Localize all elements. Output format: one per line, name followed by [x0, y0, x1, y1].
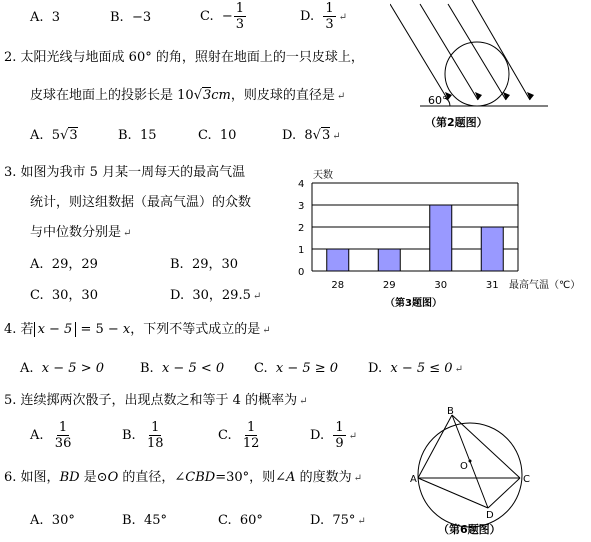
y-tick-label: 1: [298, 245, 305, 256]
q4-stem: 4. 若 x − 5 = 5 − x，下列不等式成立的是 ↵: [4, 322, 271, 337]
sun-ray: [390, 4, 448, 100]
circle-o: [418, 423, 522, 527]
figure-caption: （第2题图）: [425, 116, 488, 129]
q6-option-b: B. 45°: [122, 513, 167, 528]
q2-figure: [390, 0, 570, 135]
q3-bar-chart: [290, 165, 590, 310]
q5-option-a: A. $\frac{1}{36}$: [30, 420, 72, 451]
center-point: [469, 460, 472, 463]
y-tick-label: 3: [298, 201, 305, 212]
fraction: $\frac{1}{3}$: [325, 1, 334, 32]
label-a: A: [410, 474, 417, 485]
chart-bars: [327, 205, 504, 271]
bar-29: [378, 249, 400, 271]
q3-line3: 与中位数分别是 ↵: [30, 225, 132, 240]
q3-option-a: A. 29，29: [30, 257, 98, 272]
y-tick-label: 4: [298, 179, 305, 190]
q5-option-d: D. $\frac{1}{9}$ ↵: [310, 420, 358, 451]
q2-option-b: B. 15: [118, 128, 157, 143]
x-tick-label: 29: [382, 280, 396, 291]
q4-option-d: D. x − 5 ≤ 0 ↵: [368, 361, 463, 376]
bar-31: [481, 227, 503, 271]
q3-option-d: D. 30，29.5 ↵: [170, 288, 262, 303]
q1-option-c: C. − $\frac{1}{3}$: [200, 1, 245, 32]
q1-option-d: D. $\frac{1}{3}$ ↵: [300, 1, 348, 32]
x-tick-label: 28: [331, 280, 345, 291]
q6-stem: 6. 如图，BD 是⊙O 的直径，∠CBD=30°，则∠A 的度数为 ↵: [4, 470, 362, 485]
q6-option-a: A. 30°: [30, 513, 75, 528]
q4-option-c: C. x − 5 ≥ 0: [254, 361, 339, 376]
x-tick-label: 31: [485, 280, 499, 291]
q2-line2: 皮球在地面上的投影长是 10√3cm，则皮球的直径是 ↵: [30, 88, 346, 103]
x-tick-label: 30: [434, 280, 448, 291]
label-c: C: [523, 474, 530, 485]
angle-label: 60°: [428, 94, 448, 107]
q5-option-b: B. $\frac{1}{18}$: [122, 420, 164, 451]
label-o: O: [460, 461, 468, 472]
figure-caption: （第6题图）: [438, 523, 501, 536]
chart-caption: （第3题图）: [385, 298, 442, 309]
q3-line1: 3. 如图为我市 5 月某一周每天的最高气温: [4, 165, 246, 180]
y-axis-label: 天数: [313, 170, 333, 181]
fraction: $\frac{1}{3}$: [235, 1, 245, 32]
label-b: B: [447, 406, 454, 417]
q1-option-a: A. 3: [30, 10, 61, 25]
segment-ba: [418, 415, 452, 478]
y-tick-label: 0: [298, 267, 305, 278]
segment-ad: [418, 478, 488, 508]
q3-option-b: B. 29，30: [170, 257, 239, 272]
q5-option-c: C. $\frac{1}{12}$: [218, 420, 260, 451]
q2-option-c: C. 10: [198, 128, 237, 143]
x-axis-label: 最高气温（℃）: [509, 280, 581, 291]
q4-option-b: B. x − 5 < 0: [140, 361, 225, 376]
q5-stem: 5. 连续掷两次骰子，出现点数之和等于 4 的概率为 ↵: [4, 393, 308, 408]
sun-ray: [448, 4, 506, 100]
q3-option-c: C. 30，30: [30, 288, 98, 303]
q6-option-d: D. 75° ↵: [310, 513, 366, 528]
chart-ticks: [298, 179, 499, 291]
sun-ray: [420, 4, 478, 100]
bar-30: [430, 205, 452, 271]
q2-option-d: D. 8√3 ↵: [282, 128, 341, 143]
bar-28: [327, 249, 349, 271]
q6-circle-figure: [410, 405, 550, 540]
sun-ray: [472, 0, 530, 100]
q2-option-a: A. 5√3: [30, 128, 78, 143]
label-d: D: [486, 510, 494, 521]
y-tick-label: 2: [298, 223, 305, 234]
q4-option-a: A. x − 5 > 0: [20, 361, 104, 376]
q2-line1: 2. 太阳光线与地面成 60° 的角，照射在地面上的一只皮球上，: [4, 50, 364, 65]
q6-option-c: C. 60°: [218, 513, 263, 528]
q1-option-b: B. −3: [110, 10, 152, 25]
segment-cd: [488, 478, 520, 508]
q3-line2: 统计，则这组数据（最高气温）的众数: [30, 195, 252, 210]
